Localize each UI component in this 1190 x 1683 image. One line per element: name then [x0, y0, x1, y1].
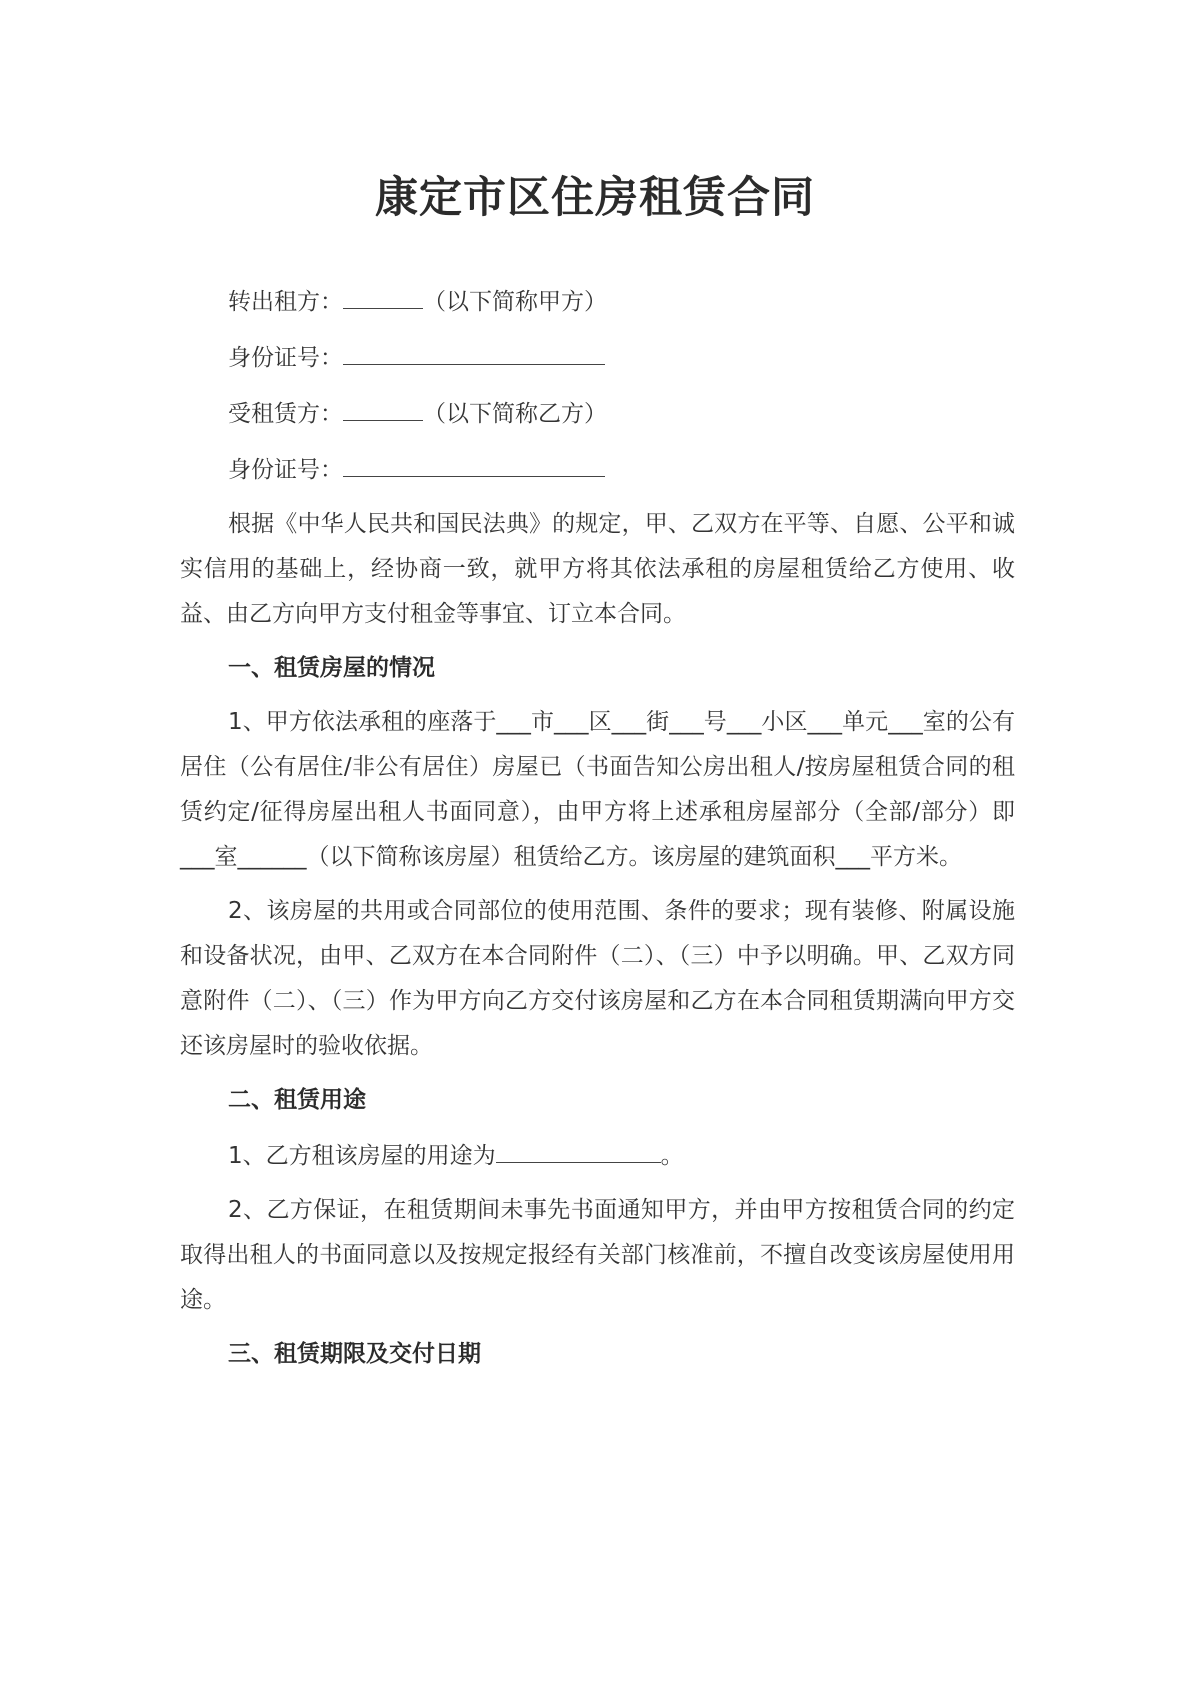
usage-suffix: 。 — [660, 1143, 684, 1169]
lessor-id-line — [180, 334, 1015, 381]
lessee-suffix: （以下简称乙方） — [423, 401, 607, 427]
usage-label: 1、乙方租该房屋的用途为 — [228, 1143, 496, 1169]
lessee-name-blank — [343, 390, 423, 421]
section2-clause1 — [180, 1132, 1015, 1179]
document-body — [180, 278, 1015, 1386]
lessor-id-label: 身份证号： — [228, 345, 343, 371]
document-title: 康定市区住房租赁合同 — [375, 173, 815, 223]
lessor-line — [180, 278, 1015, 325]
lessee-id-blank — [343, 446, 605, 477]
lessor-label: 转出租方： — [228, 289, 343, 315]
lessee-label: 受租赁方： — [228, 401, 343, 427]
section1-clause2: 2、该房屋的共用或合同部位的使用范围、条件的要求；现有装修、附属设施和设备状况，由甲、乙双方在本合同附件（二）、（三）中予以明确。甲、乙双方同意附件（二）、（三）作为甲方向乙方交付该房屋和乙方在本合同租赁期满向甲方交还该房屋时的验收依据。 — [180, 898, 1015, 1059]
section1-heading: 一、租赁房屋的情况 — [228, 655, 435, 681]
lessor-suffix: （以下简称甲方） — [423, 289, 607, 315]
usage-blank — [496, 1132, 661, 1163]
lessor-id-blank — [343, 334, 605, 365]
lessor-name-blank — [343, 278, 423, 309]
lessee-line — [180, 390, 1015, 437]
section2-heading: 二、租赁用途 — [228, 1087, 366, 1113]
section1-clause1: 1、甲方依法承租的座落于___市___区___街___号___小区___单元___室的公有居住（公有居住/非公有居住）房屋已（书面告知公房出租人/按房屋租赁合同的租赁约定/征得房屋出租人书面同意），由甲方将上述承租房屋部分（全部/部分）即___室______（以下简称该房屋）租赁给乙方。该房屋的建筑面积___平方米。 — [180, 709, 1015, 870]
lessee-id-line — [180, 446, 1015, 493]
lessee-id-label: 身份证号： — [228, 457, 343, 483]
section2-clause2: 2、乙方保证，在租赁期间未事先书面通知甲方，并由甲方按租赁合同的约定取得出租人的书面同意以及按规定报经有关部门核准前，不擅自改变该房屋使用用途。 — [180, 1197, 1015, 1313]
intro-paragraph: 根据《中华人民共和国民法典》的规定，甲、乙双方在平等、自愿、公平和诚实信用的基础上，经协商一致，就甲方将其依法承租的房屋租赁给乙方使用、收益、由乙方向甲方支付租金等事宜、订立本合同。 — [180, 511, 1015, 627]
section3-heading: 三、租赁期限及交付日期 — [228, 1341, 481, 1367]
